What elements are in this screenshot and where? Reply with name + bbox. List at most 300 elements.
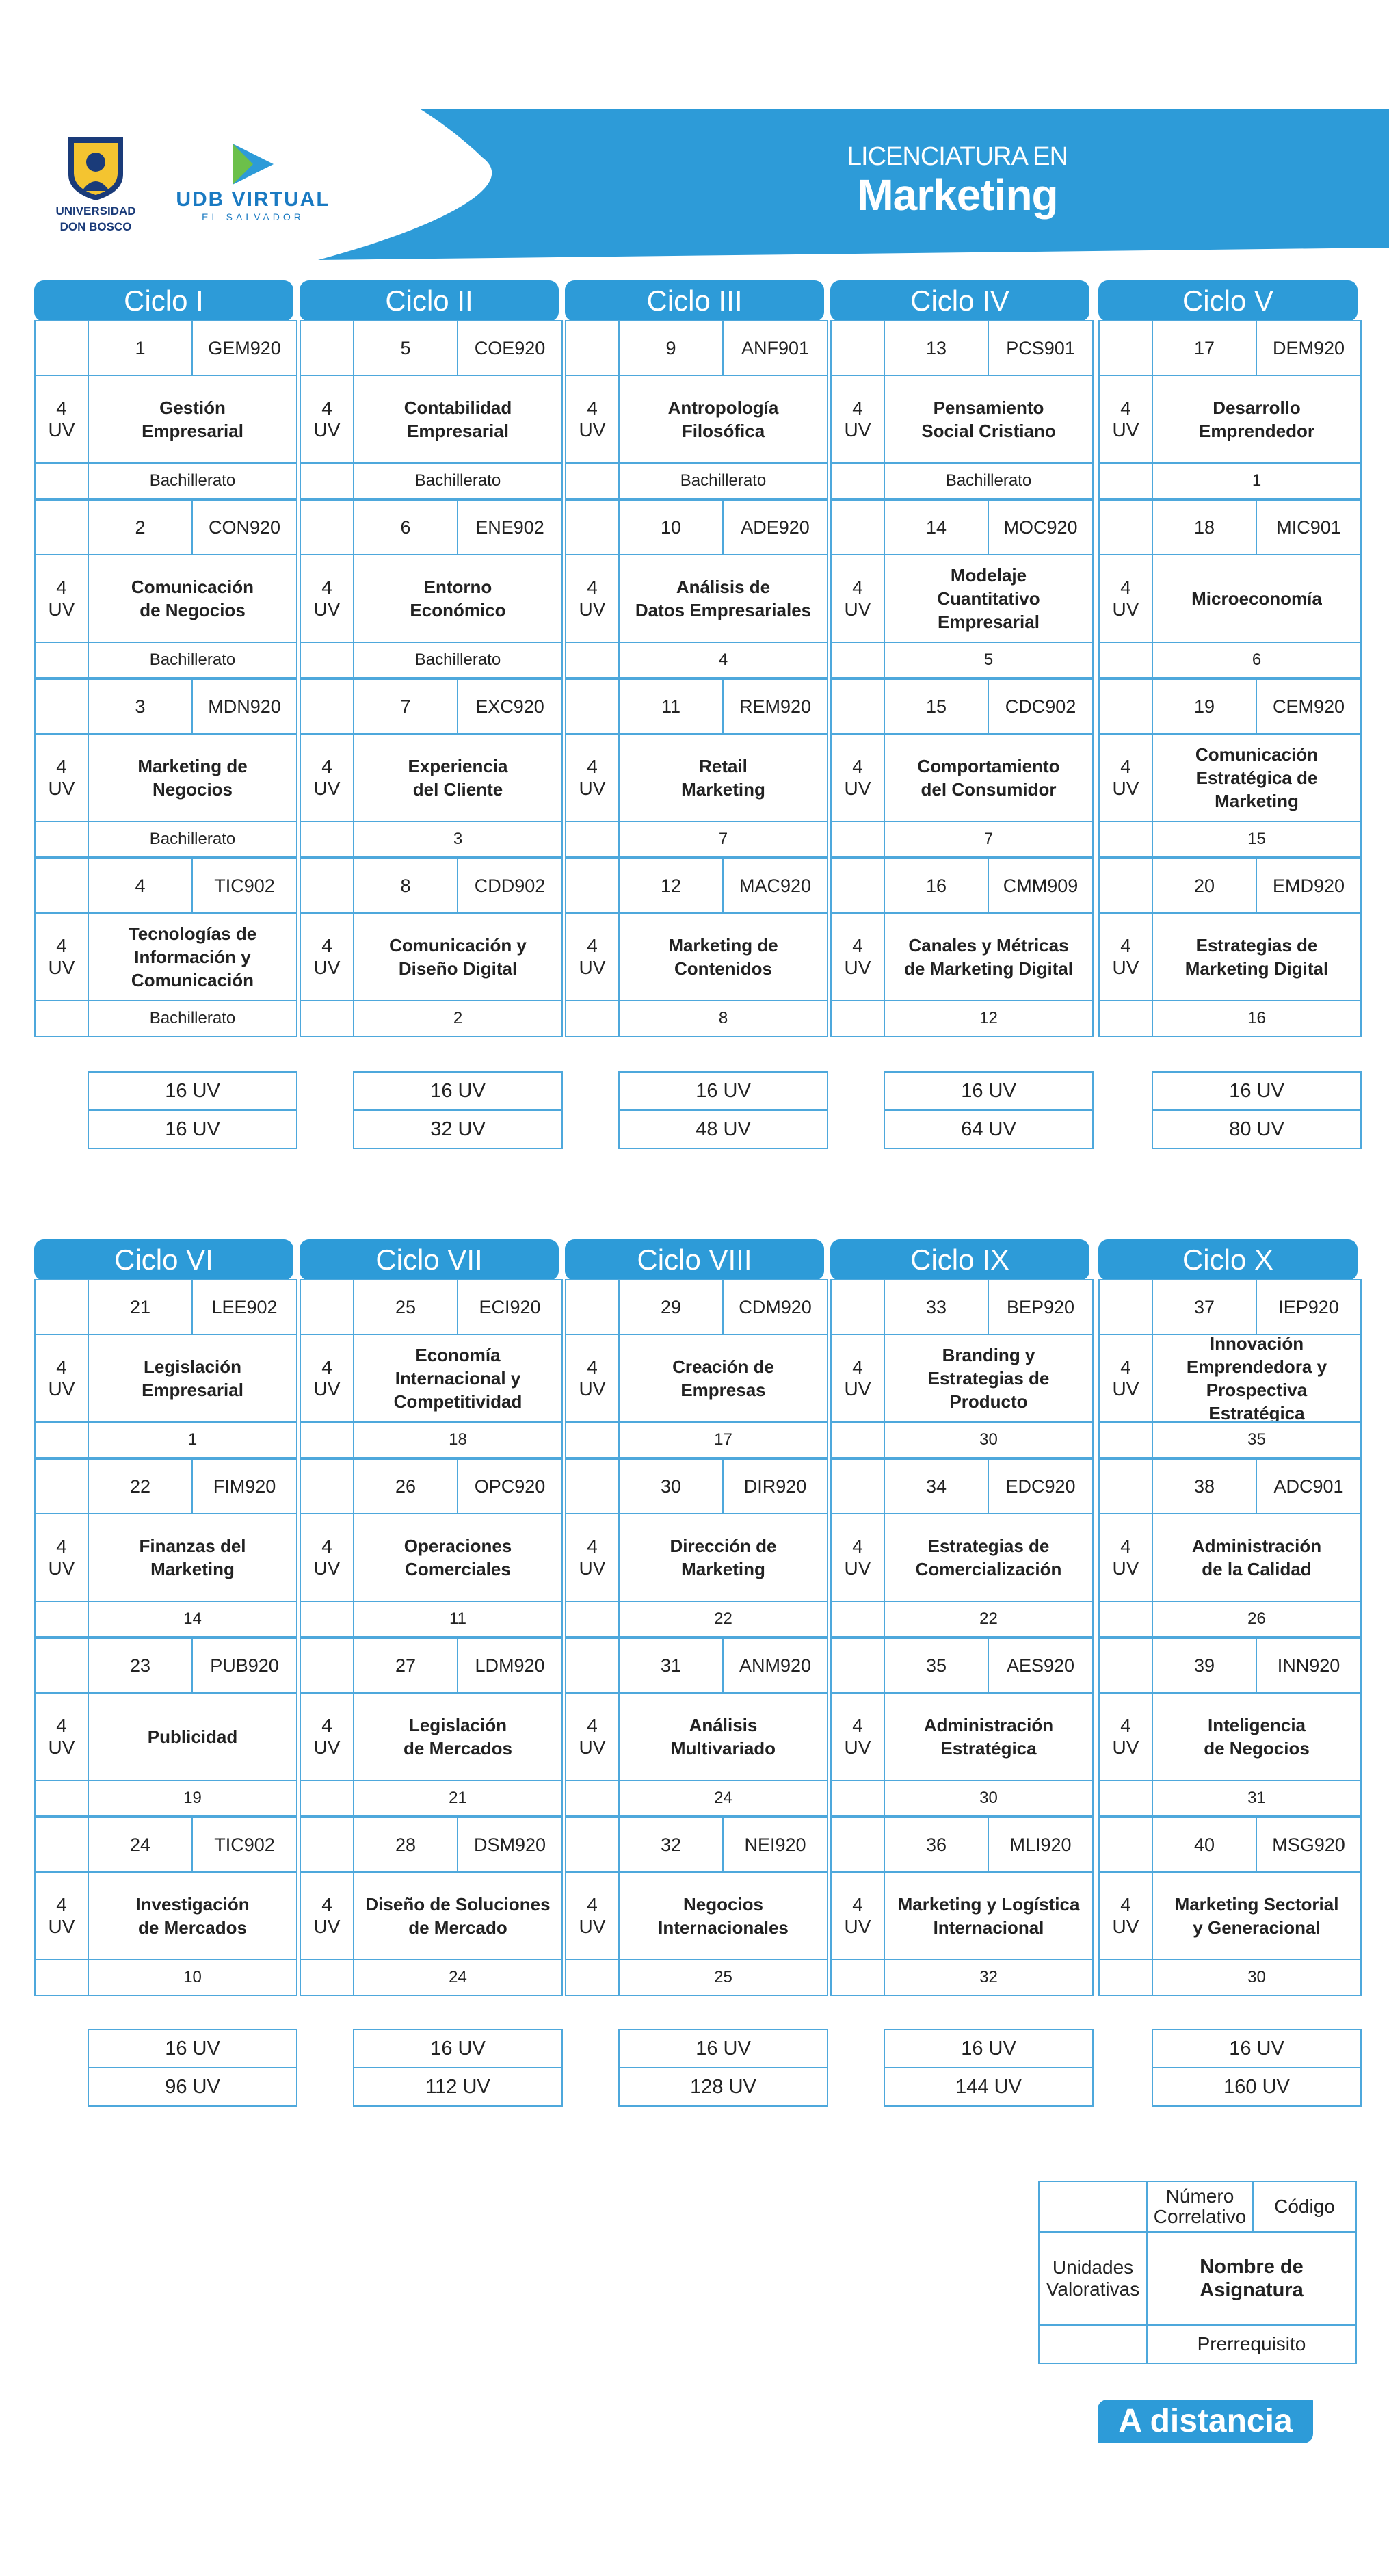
- course-blank-cell: [565, 1638, 620, 1694]
- course-prereq: 26: [1152, 1601, 1362, 1638]
- course-number: 25: [353, 1279, 458, 1335]
- course-blank-cell: [34, 320, 89, 376]
- course-code: BEP920: [988, 1279, 1094, 1335]
- course-blank-cell: [34, 642, 89, 679]
- course-blank-cell: [1098, 1817, 1153, 1873]
- course-name: Comunicación y Diseño Digital: [353, 912, 563, 1001]
- course-code: PUB920: [191, 1638, 297, 1694]
- course-name: Comunicación Estratégica de Marketing: [1152, 733, 1362, 822]
- course-number: 18: [1152, 499, 1257, 555]
- course-blank-cell: [1098, 1458, 1153, 1514]
- course-uv-value: 4: [321, 756, 332, 777]
- course-number: 34: [884, 1458, 989, 1514]
- ciclo-header: Ciclo V: [1098, 280, 1358, 321]
- course-prereq: 7: [618, 821, 828, 858]
- course-code: LEE902: [191, 1279, 297, 1335]
- course-uv-value: 4: [587, 1356, 598, 1378]
- course-number: 10: [618, 499, 724, 555]
- course-name: Comunicación de Negocios: [88, 554, 297, 643]
- course-blank-cell: [830, 1458, 885, 1514]
- course-prereq: 25: [618, 1959, 828, 1996]
- course-uv-value: 4: [852, 756, 863, 777]
- course-blank-cell: [565, 499, 620, 555]
- course-code: CON920: [191, 499, 297, 555]
- course-number: 32: [618, 1817, 724, 1873]
- course-code: MLI920: [988, 1817, 1094, 1873]
- course-name: Pensamiento Social Cristiano: [884, 375, 1094, 464]
- course-blank-cell: [565, 1421, 620, 1458]
- course-uv: [1098, 1692, 1153, 1781]
- ciclo-header: Ciclo IX: [830, 1239, 1089, 1280]
- course-blank-cell: [830, 1780, 885, 1817]
- course-blank-cell: [1098, 1638, 1153, 1694]
- course-name: Legislación Empresarial: [88, 1334, 297, 1423]
- course-blank-cell: [830, 1638, 885, 1694]
- course-blank-cell: [300, 821, 354, 858]
- course-uv-unit: UV: [313, 1737, 341, 1758]
- course-prereq: 6: [1152, 642, 1362, 679]
- course-uv-unit: UV: [1112, 1737, 1139, 1758]
- course-number: 17: [1152, 320, 1257, 376]
- course-number: 23: [88, 1638, 193, 1694]
- course-uv-value: 4: [56, 1894, 67, 1915]
- course-code: TIC902: [191, 858, 297, 914]
- course-uv: [34, 375, 89, 464]
- course-uv-value: 4: [852, 397, 863, 419]
- ciclo-header: Ciclo X: [1098, 1239, 1358, 1280]
- course-prereq: 16: [1152, 1000, 1362, 1037]
- course-blank-cell: [300, 642, 354, 679]
- course-uv: [34, 1334, 89, 1423]
- course-name: Branding y Estrategias de Producto: [884, 1334, 1094, 1423]
- course-blank-cell: [1098, 858, 1153, 914]
- course-uv-unit: UV: [48, 778, 75, 799]
- course-blank-cell: [830, 858, 885, 914]
- course-blank-cell: [830, 1000, 885, 1037]
- course-uv-unit: UV: [579, 1378, 606, 1399]
- course-uv-value: 4: [56, 935, 67, 956]
- course-uv-value: 4: [587, 756, 598, 777]
- course-blank-cell: [1098, 679, 1153, 735]
- course-blank-cell: [830, 1817, 885, 1873]
- course-code: CDC902: [988, 679, 1094, 735]
- course-name: Desarrollo Emprendedor: [1152, 375, 1362, 464]
- course-blank-cell: [34, 1780, 89, 1817]
- course-code: ADE920: [722, 499, 828, 555]
- course-blank-cell: [1098, 1279, 1153, 1335]
- course-prereq: Bachillerato: [88, 462, 297, 499]
- course-uv: [300, 1692, 354, 1781]
- course-code: IEP920: [1256, 1279, 1362, 1335]
- course-uv-value: 4: [1120, 1536, 1131, 1557]
- course-number: 30: [618, 1458, 724, 1514]
- course-blank-cell: [300, 462, 354, 499]
- ciclo-total-uv: 16 UV: [884, 2029, 1094, 2068]
- course-prereq: 24: [353, 1959, 563, 1996]
- course-code: AES920: [988, 1638, 1094, 1694]
- course-blank-cell: [34, 1638, 89, 1694]
- course-uv: [830, 733, 885, 822]
- ciclo-total-uv: 16 UV: [618, 2029, 828, 2068]
- course-uv-value: 4: [1120, 1356, 1131, 1378]
- course-blank-cell: [830, 642, 885, 679]
- course-uv: [1098, 733, 1153, 822]
- course-uv-unit: UV: [579, 1737, 606, 1758]
- course-uv-value: 4: [1120, 1715, 1131, 1736]
- course-blank-cell: [1098, 462, 1153, 499]
- course-prereq: 30: [884, 1421, 1094, 1458]
- course-number: 6: [353, 499, 458, 555]
- course-code: ANF901: [722, 320, 828, 376]
- course-number: 16: [884, 858, 989, 914]
- course-number: 31: [618, 1638, 724, 1694]
- course-number: 35: [884, 1638, 989, 1694]
- course-name: Análisis Multivariado: [618, 1692, 828, 1781]
- course-uv: [34, 912, 89, 1001]
- course-uv: [34, 733, 89, 822]
- course-blank-cell: [1098, 821, 1153, 858]
- course-uv-unit: UV: [48, 419, 75, 441]
- course-prereq: 30: [884, 1780, 1094, 1817]
- course-name: Inteligencia de Negocios: [1152, 1692, 1362, 1781]
- legend-blank-top: [1038, 2181, 1148, 2233]
- course-name: Microeconomía: [1152, 554, 1362, 643]
- course-uv: [300, 1871, 354, 1960]
- course-uv-unit: UV: [48, 1916, 75, 1937]
- course-uv-unit: UV: [313, 599, 341, 620]
- ciclo-header: Ciclo VII: [300, 1239, 559, 1280]
- course-blank-cell: [34, 1279, 89, 1335]
- course-uv-unit: UV: [1112, 419, 1139, 441]
- course-blank-cell: [830, 821, 885, 858]
- ciclo-cumulative-uv: 112 UV: [353, 2067, 563, 2107]
- course-blank-cell: [1098, 1959, 1153, 1996]
- course-prereq: 4: [618, 642, 828, 679]
- course-uv-unit: UV: [579, 957, 606, 978]
- course-uv: [34, 1513, 89, 1602]
- course-name: Antropología Filosófica: [618, 375, 828, 464]
- course-blank-cell: [830, 320, 885, 376]
- course-blank-cell: [34, 1601, 89, 1638]
- course-uv-value: 4: [321, 1715, 332, 1736]
- play-icon: [226, 140, 280, 188]
- course-uv: [300, 912, 354, 1001]
- course-number: 11: [618, 679, 724, 735]
- course-name: Diseño de Soluciones de Mercado: [353, 1871, 563, 1960]
- course-blank-cell: [1098, 1000, 1153, 1037]
- course-code: OPC920: [457, 1458, 563, 1514]
- ciclo-total-uv: 16 UV: [88, 1071, 297, 1111]
- course-blank-cell: [565, 821, 620, 858]
- course-code: ADC901: [1256, 1458, 1362, 1514]
- course-uv: [565, 912, 620, 1001]
- course-prereq: 3: [353, 821, 563, 858]
- ciclo-cumulative-uv: 160 UV: [1152, 2067, 1362, 2107]
- course-uv: [565, 1513, 620, 1602]
- course-blank-cell: [830, 1959, 885, 1996]
- course-uv-value: 4: [587, 1894, 598, 1915]
- course-uv-value: 4: [852, 935, 863, 956]
- course-uv-value: 4: [852, 1536, 863, 1557]
- course-uv-unit: UV: [1112, 599, 1139, 620]
- course-uv-value: 4: [852, 1715, 863, 1736]
- course-uv-value: 4: [56, 1356, 67, 1378]
- course-code: EXC920: [457, 679, 563, 735]
- course-uv: [565, 733, 620, 822]
- legend-uv-label: Unidades Valorativas: [1038, 2231, 1148, 2326]
- course-blank-cell: [830, 679, 885, 735]
- course-prereq: 1: [1152, 462, 1362, 499]
- course-blank-cell: [565, 1000, 620, 1037]
- course-uv-unit: UV: [844, 1378, 871, 1399]
- course-uv-unit: UV: [844, 957, 871, 978]
- course-blank-cell: [565, 1780, 620, 1817]
- course-code: MDN920: [191, 679, 297, 735]
- course-blank-cell: [565, 462, 620, 499]
- course-uv: [565, 375, 620, 464]
- course-prereq: Bachillerato: [88, 642, 297, 679]
- course-uv-value: 4: [852, 1894, 863, 1915]
- course-name: Investigación de Mercados: [88, 1871, 297, 1960]
- course-name: Retail Marketing: [618, 733, 828, 822]
- course-uv: [1098, 1871, 1153, 1960]
- course-number: 21: [88, 1279, 193, 1335]
- ciclo-total-uv: 16 UV: [353, 2029, 563, 2068]
- ciclo-total-uv: 16 UV: [1152, 2029, 1362, 2068]
- course-uv: [300, 1513, 354, 1602]
- ciclo-header: Ciclo VIII: [565, 1239, 824, 1280]
- course-uv-value: 4: [587, 935, 598, 956]
- course-uv: [565, 1871, 620, 1960]
- course-blank-cell: [34, 499, 89, 555]
- course-prereq: Bachillerato: [884, 462, 1094, 499]
- course-prereq: 5: [884, 642, 1094, 679]
- ciclo-cumulative-uv: 128 UV: [618, 2067, 828, 2107]
- course-blank-cell: [830, 499, 885, 555]
- course-blank-cell: [565, 858, 620, 914]
- course-number: 7: [353, 679, 458, 735]
- course-uv: [34, 554, 89, 643]
- course-blank-cell: [34, 821, 89, 858]
- course-uv: [1098, 554, 1153, 643]
- course-uv-value: 4: [587, 577, 598, 598]
- course-code: CMM909: [988, 858, 1094, 914]
- degree-title-prefix: LICENCIATURA EN: [847, 142, 1068, 171]
- course-name: Legislación de Mercados: [353, 1692, 563, 1781]
- course-number: 20: [1152, 858, 1257, 914]
- course-number: 12: [618, 858, 724, 914]
- legend-code-label: Código: [1252, 2181, 1357, 2233]
- ciclo-cumulative-uv: 80 UV: [1152, 1109, 1362, 1149]
- course-prereq: 12: [884, 1000, 1094, 1037]
- course-name: Tecnologías de Información y Comunicación: [88, 912, 297, 1001]
- course-name: Estrategias de Comercialización: [884, 1513, 1094, 1602]
- course-blank-cell: [300, 1458, 354, 1514]
- course-uv: [565, 1334, 620, 1423]
- course-uv-value: 4: [587, 1715, 598, 1736]
- udb-seal-icon: [64, 133, 127, 202]
- course-number: 14: [884, 499, 989, 555]
- course-name: Contabilidad Empresarial: [353, 375, 563, 464]
- course-uv: [1098, 375, 1153, 464]
- course-uv-value: 4: [1120, 935, 1131, 956]
- course-uv: [565, 1692, 620, 1781]
- ciclo-total-uv: 16 UV: [618, 1071, 828, 1111]
- course-code: CEM920: [1256, 679, 1362, 735]
- ciclo-cumulative-uv: 64 UV: [884, 1109, 1094, 1149]
- course-blank-cell: [565, 1817, 620, 1873]
- udb-virtual-logo: [174, 140, 332, 222]
- course-name: Marketing Sectorial y Generacional: [1152, 1871, 1362, 1960]
- course-uv-unit: UV: [579, 1558, 606, 1579]
- course-prereq: Bachillerato: [88, 821, 297, 858]
- course-uv: [34, 1871, 89, 1960]
- course-number: 22: [88, 1458, 193, 1514]
- course-blank-cell: [300, 320, 354, 376]
- course-name: Dirección de Marketing: [618, 1513, 828, 1602]
- ciclo-header: Ciclo IV: [830, 280, 1089, 321]
- course-blank-cell: [300, 858, 354, 914]
- course-number: 3: [88, 679, 193, 735]
- course-name: Creación de Empresas: [618, 1334, 828, 1423]
- course-uv-unit: UV: [579, 1916, 606, 1937]
- course-code: NEI920: [722, 1817, 828, 1873]
- course-uv-value: 4: [321, 577, 332, 598]
- course-uv-unit: UV: [844, 419, 871, 441]
- course-uv-unit: UV: [313, 1558, 341, 1579]
- course-name: Estrategias de Marketing Digital: [1152, 912, 1362, 1001]
- course-blank-cell: [34, 1421, 89, 1458]
- udb-logo: [48, 133, 144, 233]
- course-uv-unit: UV: [1112, 957, 1139, 978]
- course-uv-value: 4: [321, 935, 332, 956]
- course-uv: [1098, 1513, 1153, 1602]
- course-code: ENE902: [457, 499, 563, 555]
- course-name: Operaciones Comerciales: [353, 1513, 563, 1602]
- course-name: Innovación Emprendedora y Prospectiva Estratégica: [1152, 1334, 1362, 1423]
- course-name: Finanzas del Marketing: [88, 1513, 297, 1602]
- course-blank-cell: [34, 679, 89, 735]
- course-number: 37: [1152, 1279, 1257, 1335]
- ciclo-header: Ciclo III: [565, 280, 824, 321]
- course-number: 19: [1152, 679, 1257, 735]
- course-code: COE920: [457, 320, 563, 376]
- legend-name-label: Nombre de Asignatura: [1146, 2231, 1357, 2326]
- course-prereq: 1: [88, 1421, 297, 1458]
- course-blank-cell: [565, 642, 620, 679]
- course-prereq: 8: [618, 1000, 828, 1037]
- course-name: Publicidad: [88, 1692, 297, 1781]
- course-blank-cell: [1098, 1780, 1153, 1817]
- course-prereq: Bachillerato: [353, 642, 563, 679]
- course-uv-value: 4: [56, 577, 67, 598]
- course-blank-cell: [1098, 1421, 1153, 1458]
- course-uv-value: 4: [1120, 1894, 1131, 1915]
- course-uv-unit: UV: [48, 1378, 75, 1399]
- course-prereq: 14: [88, 1601, 297, 1638]
- udb-logo-line2: DON BOSCO: [59, 220, 132, 233]
- course-uv-value: 4: [321, 1536, 332, 1557]
- course-number: 24: [88, 1817, 193, 1873]
- course-uv-unit: UV: [844, 1558, 871, 1579]
- course-name: Análisis de Datos Empresariales: [618, 554, 828, 643]
- ciclo-cumulative-uv: 96 UV: [88, 2067, 297, 2107]
- course-prereq: 32: [884, 1959, 1094, 1996]
- course-prereq: 35: [1152, 1421, 1362, 1458]
- course-code: LDM920: [457, 1638, 563, 1694]
- course-uv: [565, 554, 620, 643]
- course-name: Marketing de Contenidos: [618, 912, 828, 1001]
- course-uv: [830, 912, 885, 1001]
- course-uv-value: 4: [852, 1356, 863, 1378]
- course-blank-cell: [300, 1817, 354, 1873]
- course-name: Administración de la Calidad: [1152, 1513, 1362, 1602]
- course-name: Administración Estratégica: [884, 1692, 1094, 1781]
- course-uv-unit: UV: [313, 778, 341, 799]
- course-code: MIC901: [1256, 499, 1362, 555]
- ciclo-cumulative-uv: 48 UV: [618, 1109, 828, 1149]
- course-name: Entorno Económico: [353, 554, 563, 643]
- course-prereq: 22: [618, 1601, 828, 1638]
- udb-virtual-logo-line1: UDB VIRTUAL: [176, 188, 330, 211]
- course-blank-cell: [300, 1279, 354, 1335]
- course-blank-cell: [300, 1601, 354, 1638]
- course-prereq: Bachillerato: [88, 1000, 297, 1037]
- course-code: FIM920: [191, 1458, 297, 1514]
- course-code: GEM920: [191, 320, 297, 376]
- legend-prereq-label: Prerrequisito: [1146, 2324, 1357, 2364]
- course-prereq: 24: [618, 1780, 828, 1817]
- course-number: 13: [884, 320, 989, 376]
- course-blank-cell: [34, 1817, 89, 1873]
- udb-logo-line1: UNIVERSIDAD: [55, 205, 136, 218]
- course-uv-value: 4: [56, 1536, 67, 1557]
- course-uv: [830, 554, 885, 643]
- course-number: 26: [353, 1458, 458, 1514]
- ciclo-total-uv: 16 UV: [884, 1071, 1094, 1111]
- course-blank-cell: [565, 1959, 620, 1996]
- course-blank-cell: [300, 1000, 354, 1037]
- course-uv: [34, 1692, 89, 1781]
- course-uv: [1098, 1334, 1153, 1423]
- course-number: 27: [353, 1638, 458, 1694]
- course-prereq: 17: [618, 1421, 828, 1458]
- course-blank-cell: [34, 462, 89, 499]
- course-code: CDM920: [722, 1279, 828, 1335]
- course-uv-value: 4: [321, 397, 332, 419]
- course-blank-cell: [34, 1959, 89, 1996]
- course-blank-cell: [1098, 642, 1153, 679]
- course-number: 40: [1152, 1817, 1257, 1873]
- course-uv: [300, 1334, 354, 1423]
- course-prereq: 19: [88, 1780, 297, 1817]
- course-code: REM920: [722, 679, 828, 735]
- course-code: PCS901: [988, 320, 1094, 376]
- course-prereq: 7: [884, 821, 1094, 858]
- course-uv-value: 4: [1120, 756, 1131, 777]
- ciclo-total-uv: 16 UV: [88, 2029, 297, 2068]
- ciclo-total-uv: 16 UV: [1152, 1071, 1362, 1111]
- course-blank-cell: [300, 1638, 354, 1694]
- course-blank-cell: [565, 1458, 620, 1514]
- course-code: DEM920: [1256, 320, 1362, 376]
- course-number: 4: [88, 858, 193, 914]
- ciclo-cumulative-uv: 144 UV: [884, 2067, 1094, 2107]
- course-number: 2: [88, 499, 193, 555]
- course-code: CDD902: [457, 858, 563, 914]
- course-code: DIR920: [722, 1458, 828, 1514]
- course-prereq: 2: [353, 1000, 563, 1037]
